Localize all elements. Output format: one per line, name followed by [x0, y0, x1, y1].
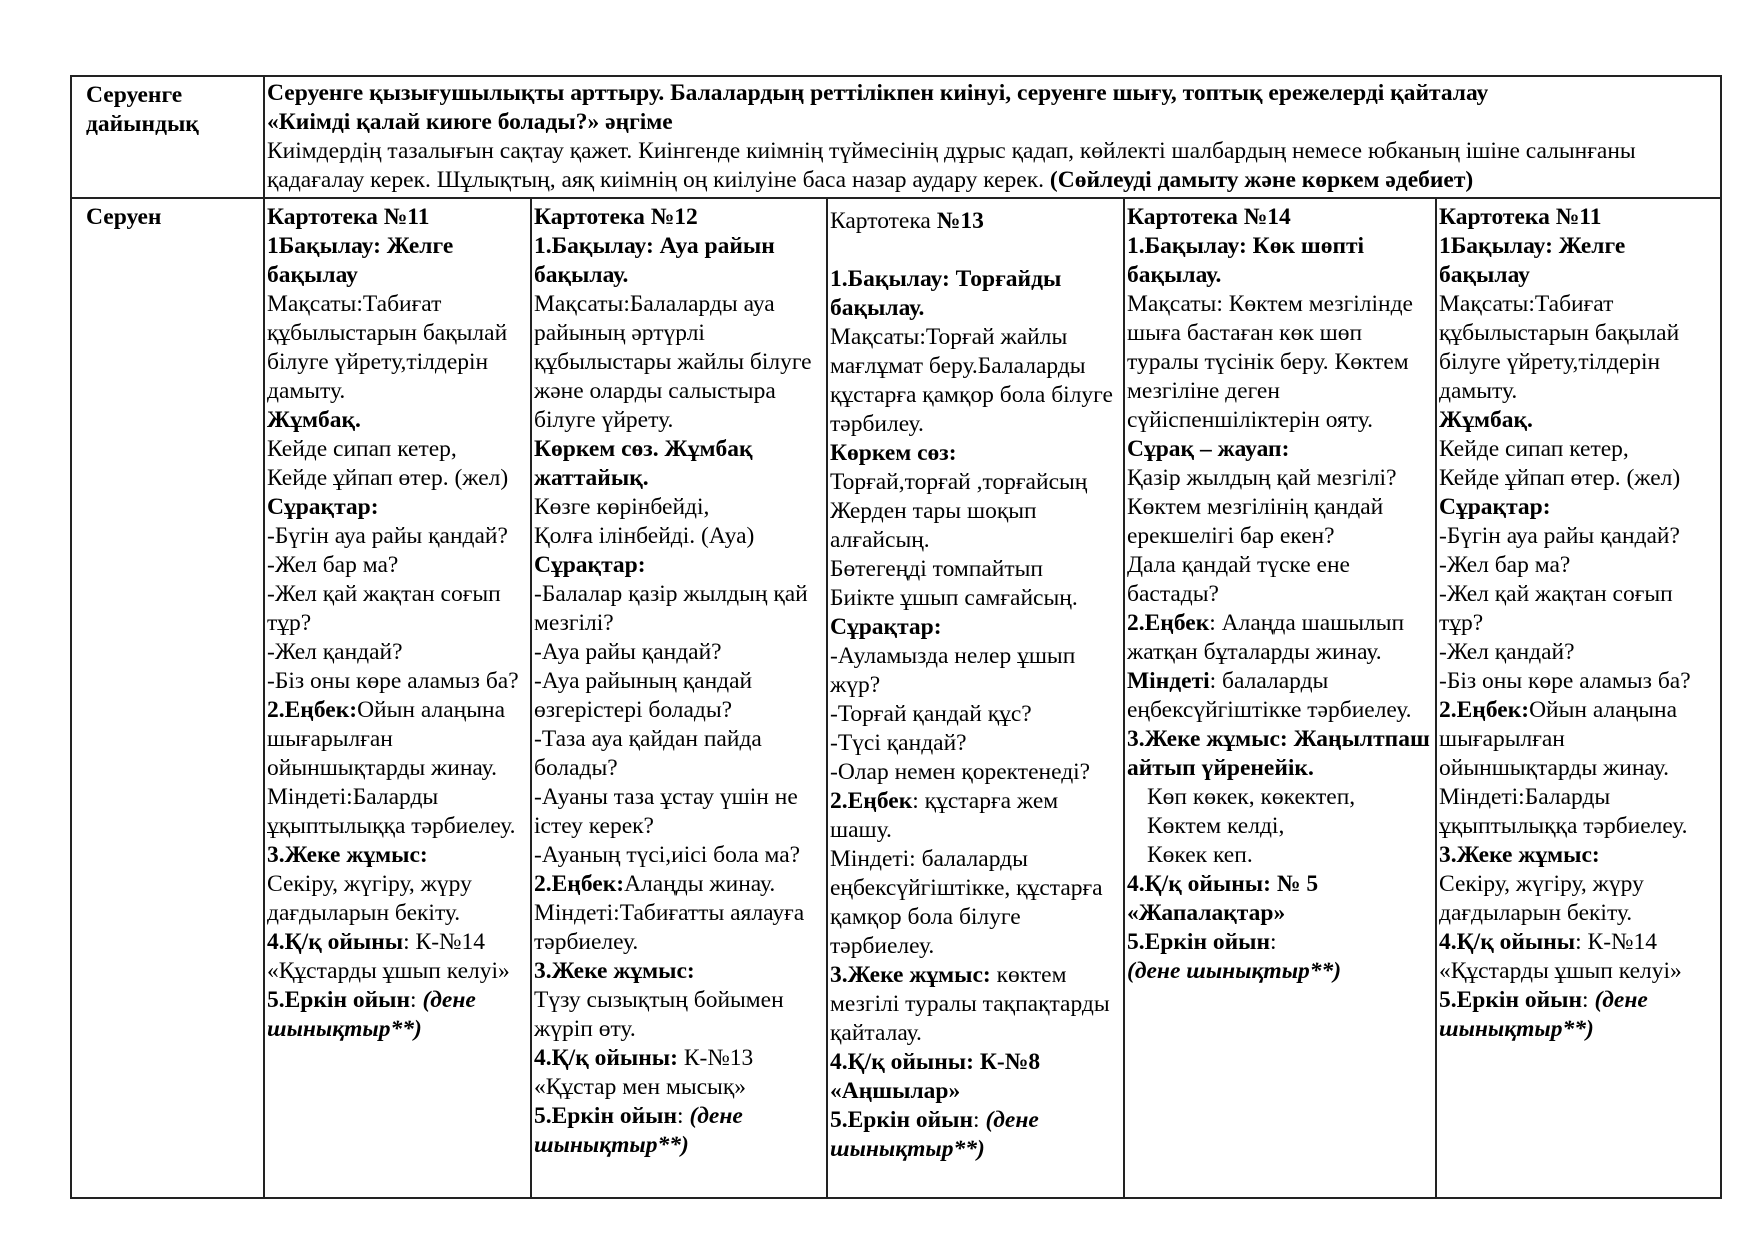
game-text: : К-№14 «Құстарды ұшып келуі»	[1439, 929, 1682, 984]
riddle-line: Кейде сипап кетер,	[1439, 436, 1629, 462]
game-section: 4.Қ/қ ойыны: № 5 «Жапалақтар»	[1127, 871, 1319, 926]
question-item: -Жел қай жақтан соғып тұр?	[1439, 581, 1673, 636]
riddle-line: Көзге көрінбейді,	[534, 494, 710, 520]
individual-work-heading: 3.Жеке жұмыс: Жаңылтпаш айтып үйренейік.	[1127, 726, 1430, 781]
prep-line-1: Серуенге қызығушылықты арттыру. Балалардың реттілікпен киінуі, серуенге шығу, топтық ережелерді қайталау	[267, 80, 1489, 106]
game-section: 4.Қ/қ ойыны: К-№8 «Аңшылар»	[830, 1049, 1041, 1104]
work-text: : құстарға жем шашу.	[830, 788, 1059, 843]
tongue-twister-line: Көкек кеп.	[1147, 842, 1253, 868]
work-heading: 2.Еңбек:	[534, 871, 625, 897]
work-heading: 2.Еңбек:	[267, 697, 358, 723]
free-play-heading: 5.Еркін ойын	[1439, 987, 1583, 1013]
free-play-heading: 5.Еркін ойын	[830, 1107, 974, 1133]
question-item: -Бүгін ауа райы қандай?	[1439, 523, 1680, 549]
free-play-text: (дене шынықтыр**)	[1127, 958, 1342, 984]
observation-title: 1Бақылау: Желге бақылау	[267, 233, 454, 288]
goal-text: Мақсаты:Табиғат құбылыстарын бақылай білуге үйрету,тілдерін дамыту.	[1439, 291, 1680, 404]
card-column-4	[1124, 198, 1436, 1198]
question-item: -Торғай қандай құс?	[830, 701, 1032, 727]
question-item: -Жел бар ма?	[1439, 552, 1571, 578]
work-heading: 2.Еңбек	[830, 788, 913, 814]
work-section	[267, 696, 528, 783]
observation-title: 1.Бақылау: Торғайды бақылау.	[830, 266, 1062, 321]
card-column-2	[531, 198, 827, 1198]
individual-work-text: көктем мезгілі туралы тақпақтарды қайталау.	[830, 962, 1110, 1046]
questions-heading: Сұрақтар:	[267, 494, 379, 520]
card-title: Картотека №11	[1439, 204, 1602, 230]
free-play-sep: :	[677, 1103, 690, 1129]
game-section	[267, 928, 528, 986]
riddle-heading: Жұмбақ.	[1439, 407, 1533, 433]
game-heading: 4.Қ/қ ойыны	[267, 929, 404, 955]
question-item: -Біз оны көре аламыз ба?	[267, 668, 519, 694]
card-column-1	[264, 198, 531, 1198]
game-heading: 4.Қ/қ ойыны:	[534, 1045, 678, 1071]
riddle-line: Кейде ұйпап өтер. (жел)	[1439, 465, 1681, 491]
task-text: Міндеті: балаларды еңбексүйгіштікке, құстарға қамқор бола білуге тәрбиелеу.	[830, 846, 1103, 959]
prep-line-2: «Киімді қалай киюге болады?» әңгіме	[267, 109, 673, 135]
question-item: -Ауаның түсі,иісі бола ма?	[534, 842, 801, 868]
individual-work-text: Түзу сызықтың бойымен жүріп өту.	[534, 987, 784, 1042]
prep-content	[264, 76, 1721, 198]
individual-work-heading: 3.Жеке жұмыс:	[830, 962, 991, 988]
free-play-section	[534, 1102, 824, 1160]
work-heading: 2.Еңбек	[1127, 610, 1210, 636]
work-section	[830, 787, 1121, 845]
card-title: Картотека №14	[1127, 204, 1291, 230]
riddle-line: Кейде ұйпап өтер. (жел)	[267, 465, 509, 491]
observation-title: 1Бақылау: Желге бақылау	[1439, 233, 1626, 288]
riddle-line: Қолға ілінбейді. (Ауа)	[534, 523, 755, 549]
walk-plan-table	[70, 75, 1722, 1199]
free-play-sep: :	[1270, 929, 1277, 955]
question-item: Қазір жылдың қай мезгілі?	[1127, 465, 1397, 491]
art-word-heading: Көркем сөз. Жұмбақ жаттайық.	[534, 436, 753, 491]
goal-text: Мақсаты:Балаларды ауа райының әртүрлі құбылыстары жайлы білуге және оларды салыстыра білуге үйрету.	[534, 291, 812, 433]
free-play-text: (дене шынықтыр**)	[830, 1107, 1039, 1162]
prep-line-4-bold: (Сөйлеуді дамыту және көркем әдебиет)	[1049, 167, 1474, 193]
walk-label: Серуен	[71, 198, 264, 1198]
work-text: Алаңды жинау.	[624, 871, 776, 897]
prep-label: Серуенге дайындық	[71, 76, 264, 198]
work-section	[1439, 696, 1718, 783]
free-play-text: (дене шынықтыр**)	[1439, 987, 1648, 1042]
poem-line: Биікте ұшып самғайсың.	[830, 585, 1078, 611]
task-text: Міндеті:Табиғатты аялауға тәрбиелеу.	[534, 900, 805, 955]
questions-heading: Сұрақтар:	[1439, 494, 1551, 520]
poem-line: Жерден тары шоқып алғайсың.	[830, 498, 1037, 553]
art-word-heading: Көркем сөз:	[830, 440, 957, 466]
game-text: К-№13 «Құстар мен мысық»	[534, 1045, 754, 1100]
qa-heading: Сұрақ – жауап:	[1127, 436, 1290, 462]
game-section	[1439, 928, 1718, 986]
free-play-section	[1127, 928, 1433, 957]
observation-title: 1.Бақылау: Көк шөпті бақылау.	[1127, 233, 1365, 288]
task-text: : балаларды еңбексүйгіштікке тәрбиелеу.	[1127, 668, 1412, 723]
individual-work-heading: 3.Жеке жұмыс:	[1439, 842, 1600, 868]
work-section	[534, 870, 824, 899]
prep-line-4	[267, 166, 1720, 195]
question-item: -Бүгін ауа райы қандай?	[267, 523, 508, 549]
task-text: Міндеті:Баларды ұқыптылыққа тәрбиелеу.	[1439, 784, 1688, 839]
tongue-twister-line: Көктем келді,	[1147, 813, 1285, 839]
question-item: -Түсі қандай?	[830, 730, 967, 756]
tongue-twister-line: Көп көкек, көкектеп,	[1147, 784, 1356, 810]
free-play-section	[267, 986, 528, 1044]
game-text: : К-№14 «Құстарды ұшып келуі»	[267, 929, 510, 984]
free-play-heading: 5.Еркін ойын	[267, 987, 411, 1013]
free-play-heading: 5.Еркін ойын	[534, 1103, 678, 1129]
card-column-3	[827, 198, 1124, 1198]
game-heading: 4.Қ/қ ойыны	[1439, 929, 1576, 955]
card-title: Картотека №11	[267, 204, 430, 230]
card-title	[830, 207, 1121, 236]
question-item: -Жел қандай?	[267, 639, 403, 665]
walk-row	[71, 198, 1721, 1198]
questions-heading: Сұрақтар:	[534, 552, 646, 578]
goal-text: Мақсаты:Торғай жайлы мағлұмат беру.Балаларды құстарға қамқор бола білуге тәрбилеу.	[830, 324, 1113, 437]
question-item: Дала қандай түске ене бастады?	[1127, 552, 1350, 607]
card-title: Картотека №12	[534, 204, 698, 230]
question-item: -Балалар қазір жылдың қай мезгілі?	[534, 581, 808, 636]
questions-heading: Сұрақтар:	[830, 614, 942, 640]
work-text: : Алаңда шашылып жатқан бұталарды жинау.	[1127, 610, 1405, 665]
question-item: Көктем мезгілінің қандай ерекшелігі бар екен?	[1127, 494, 1384, 549]
free-play-heading: 5.Еркін ойын	[1127, 929, 1271, 955]
question-item: -Олар немен қоректенеді?	[830, 759, 1091, 785]
question-item: -Біз оны көре аламыз ба?	[1439, 668, 1691, 694]
riddle-heading: Жұмбақ.	[267, 407, 361, 433]
individual-work-section	[830, 961, 1121, 1048]
observation-title: 1.Бақылау: Ауа райын бақылау.	[534, 233, 775, 288]
goal-text: Мақсаты: Көктем мезгілінде шыға бастаған көк шөп туралы түсінік беру. Көктем мезгіліне деген сүйіспеншіліктерін ояту.	[1127, 291, 1413, 433]
question-item: -Жел қандай?	[1439, 639, 1575, 665]
game-section	[534, 1044, 824, 1102]
free-play-sep: :	[973, 1107, 986, 1133]
individual-work-heading: 3.Жеке жұмыс:	[267, 842, 428, 868]
card-title-text: Картотека	[830, 208, 937, 234]
question-item: -Таза ауа қайдан пайда болады?	[534, 726, 762, 781]
individual-work-heading: 3.Жеке жұмыс:	[534, 958, 695, 984]
question-item: -Ауа райы қандай?	[534, 639, 722, 665]
prep-line-3: Киімдердің тазалығын сақтау қажет. Киінгенде киімнің түймесінің дұрыс қадап, көйлекті шалбардың немесе юбканың ішіне салынғаны	[267, 138, 1636, 164]
individual-work-text: Секіру, жүгіру, жүру дағдыларын бекіту.	[267, 871, 472, 926]
question-item: -Ауа райының қандай өзгерістері болады?	[534, 668, 753, 723]
card-title-number: №13	[936, 208, 984, 234]
task-section	[1127, 667, 1433, 725]
work-heading: 2.Еңбек:	[1439, 697, 1530, 723]
free-play-text: (дене шынықтыр**)	[534, 1103, 743, 1158]
riddle-line: Кейде сипап кетер,	[267, 436, 457, 462]
task-text: Міндеті:Баларды ұқыптылыққа тәрбиелеу.	[267, 784, 516, 839]
free-play-text: (дене шынықтыр**)	[267, 987, 476, 1042]
free-play-sep: :	[1582, 987, 1595, 1013]
free-play-section	[1439, 986, 1718, 1044]
free-play-sep: :	[410, 987, 423, 1013]
task-heading: Міндеті	[1127, 668, 1210, 694]
question-item: -Жел бар ма?	[267, 552, 399, 578]
question-item: -Ауламызда нелер ұшып жүр?	[830, 643, 1076, 698]
individual-work-text: Секіру, жүгіру, жүру дағдыларын бекіту.	[1439, 871, 1644, 926]
question-item: -Жел қай жақтан соғып тұр?	[267, 581, 501, 636]
question-item: -Ауаны таза ұстау үшін не істеу керек?	[534, 784, 798, 839]
work-text: Ойын алаңына шығарылған ойыншықтарды жинау.	[1439, 697, 1678, 781]
poem-line: Торғай,торғай ,торғайсың	[830, 469, 1088, 495]
goal-text: Мақсаты:Табиғат құбылыстарын бақылай білуге үйрету,тілдерін дамыту.	[267, 291, 508, 404]
poem-line: Бөтегеңді томпайтып	[830, 556, 1043, 582]
work-text: Ойын алаңына шығарылған ойыншықтарды жинау.	[267, 697, 506, 781]
free-play-section	[830, 1106, 1121, 1164]
prep-row	[71, 76, 1721, 198]
prep-line-4-text: қадағалау керек. Шұлықтың, аяқ киімнің оң киілуіне баса назар аудару керек.	[267, 167, 1050, 193]
work-section	[1127, 609, 1433, 667]
card-column-5	[1436, 198, 1721, 1198]
